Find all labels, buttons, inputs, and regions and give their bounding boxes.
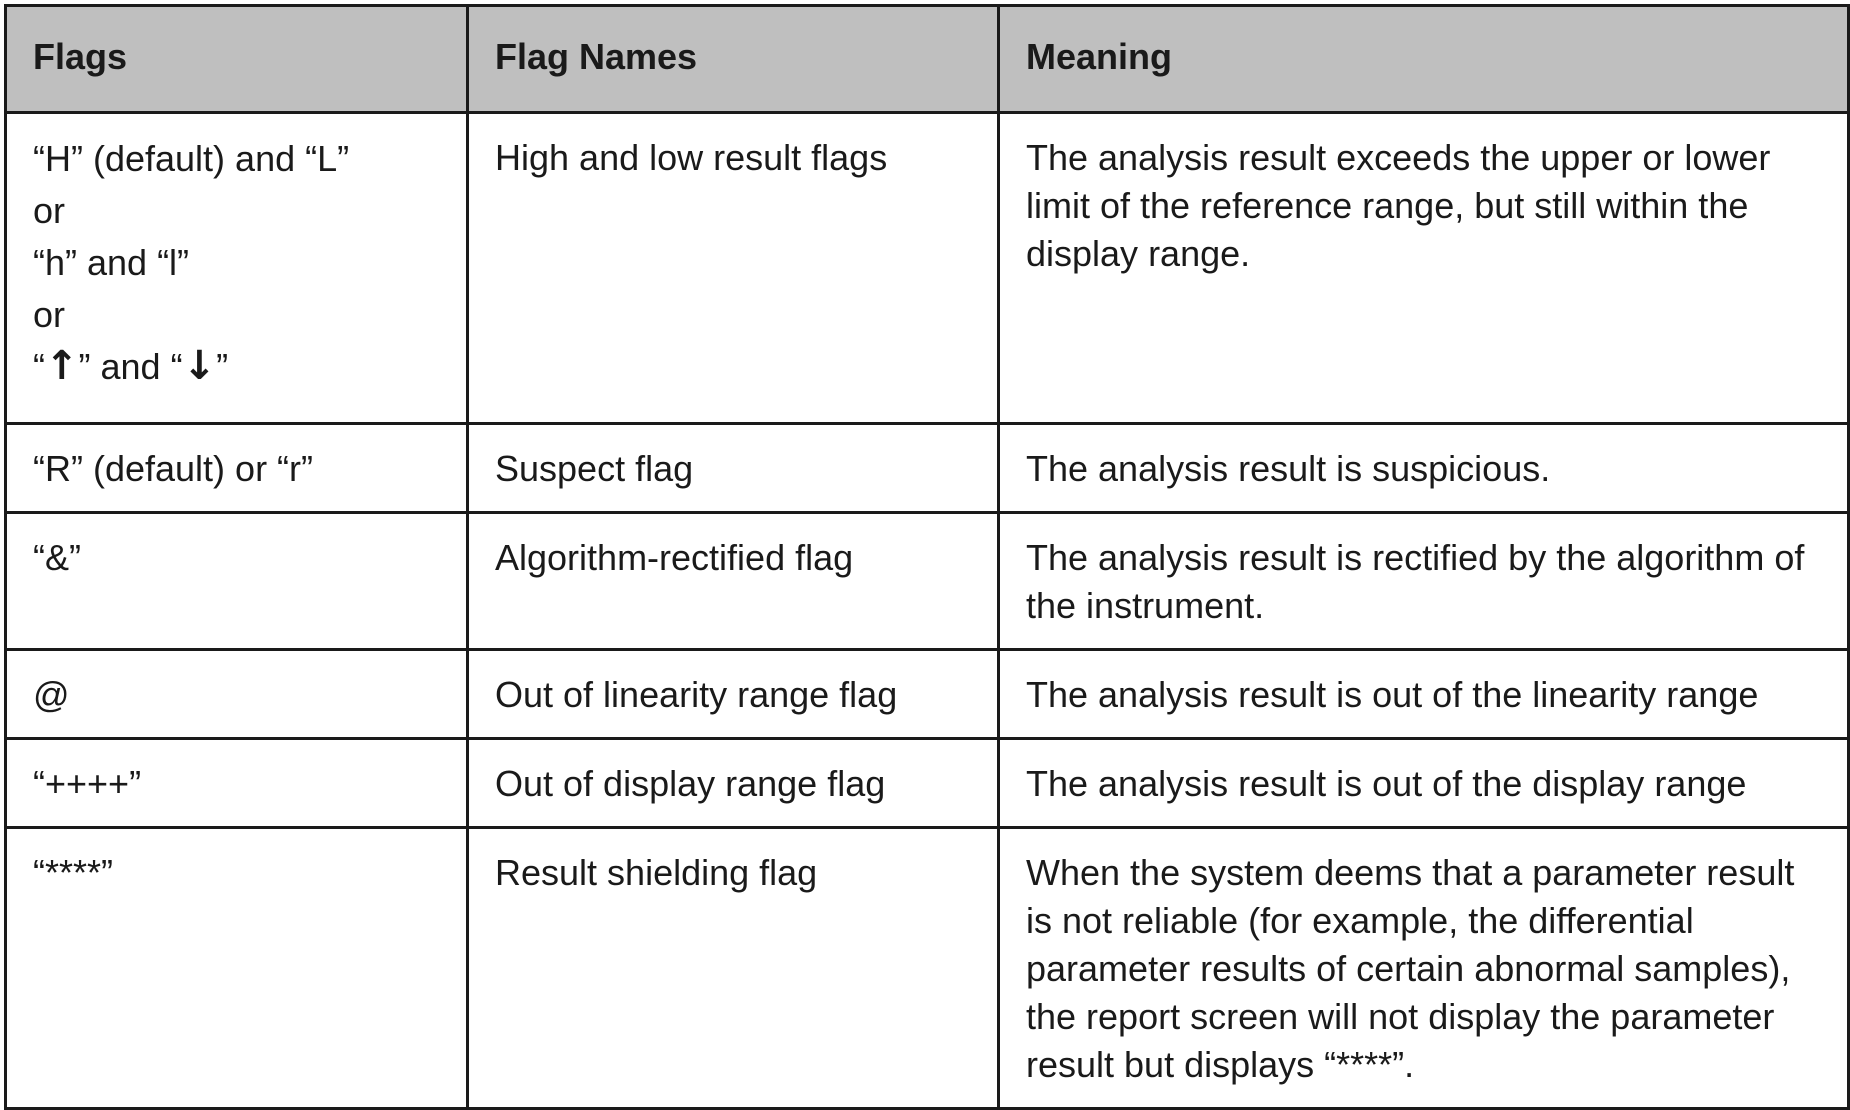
- table-row: [6, 650, 1849, 739]
- flag-name-cell: High and low result flags: [468, 113, 999, 424]
- table-row: [6, 424, 1849, 513]
- header-meaning: Meaning: [999, 6, 1849, 113]
- meaning-cell: The analysis result is suspicious.: [999, 424, 1849, 513]
- flags-cell: @: [6, 650, 468, 739]
- meaning-cell: When the system deems that a parameter result is not reliable (for example, the differential parameter results of certain abnormal samples), the report screen will not display the parameter result but displays “****”.: [999, 828, 1849, 1109]
- flag-name-cell: Suspect flag: [468, 424, 999, 513]
- flags-table: [4, 4, 1850, 1110]
- header-flags: Flags: [6, 6, 468, 113]
- header-row: [6, 6, 1849, 113]
- flag-line: or: [33, 294, 66, 335]
- flag-name-cell: Out of display range flag: [468, 739, 999, 828]
- close-quote: ”: [216, 346, 229, 387]
- meaning-cell: The analysis result is rectified by the algorithm of the instrument.: [999, 513, 1849, 650]
- table-row: [6, 828, 1849, 1109]
- down-arrow-icon: ↓: [182, 343, 217, 389]
- flag-line: or: [33, 190, 66, 231]
- flag-line-arrows: [33, 338, 440, 395]
- table-row: [6, 113, 1849, 424]
- flag-line: “h” and “l”: [33, 242, 190, 283]
- flag-name-cell: Out of linearity range flag: [468, 650, 999, 739]
- flags-cell: “&”: [6, 513, 468, 650]
- flag-name-cell: Algorithm-rectified flag: [468, 513, 999, 650]
- header-flag-names: Flag Names: [468, 6, 999, 113]
- flags-cell: “****”: [6, 828, 468, 1109]
- flag-line: “H” (default) and “L”: [33, 138, 350, 179]
- up-arrow-icon: ↑: [45, 343, 79, 389]
- open-quote: “: [33, 346, 45, 387]
- meaning-cell: The analysis result is out of the display range: [999, 739, 1849, 828]
- flags-cell: “R” (default) or “r”: [6, 424, 468, 513]
- table-row: [6, 513, 1849, 650]
- flag-name-cell: Result shielding flag: [468, 828, 999, 1109]
- table-header: [6, 6, 1849, 113]
- arrow-separator: ” and “: [78, 346, 183, 387]
- flags-cell: [6, 113, 468, 424]
- table-body: [6, 113, 1849, 1109]
- meaning-cell: The analysis result exceeds the upper or lower limit of the reference range, but still within the display range.: [999, 113, 1849, 424]
- flags-cell: “++++”: [6, 739, 468, 828]
- meaning-cell: The analysis result is out of the linearity range: [999, 650, 1849, 739]
- table-row: [6, 739, 1849, 828]
